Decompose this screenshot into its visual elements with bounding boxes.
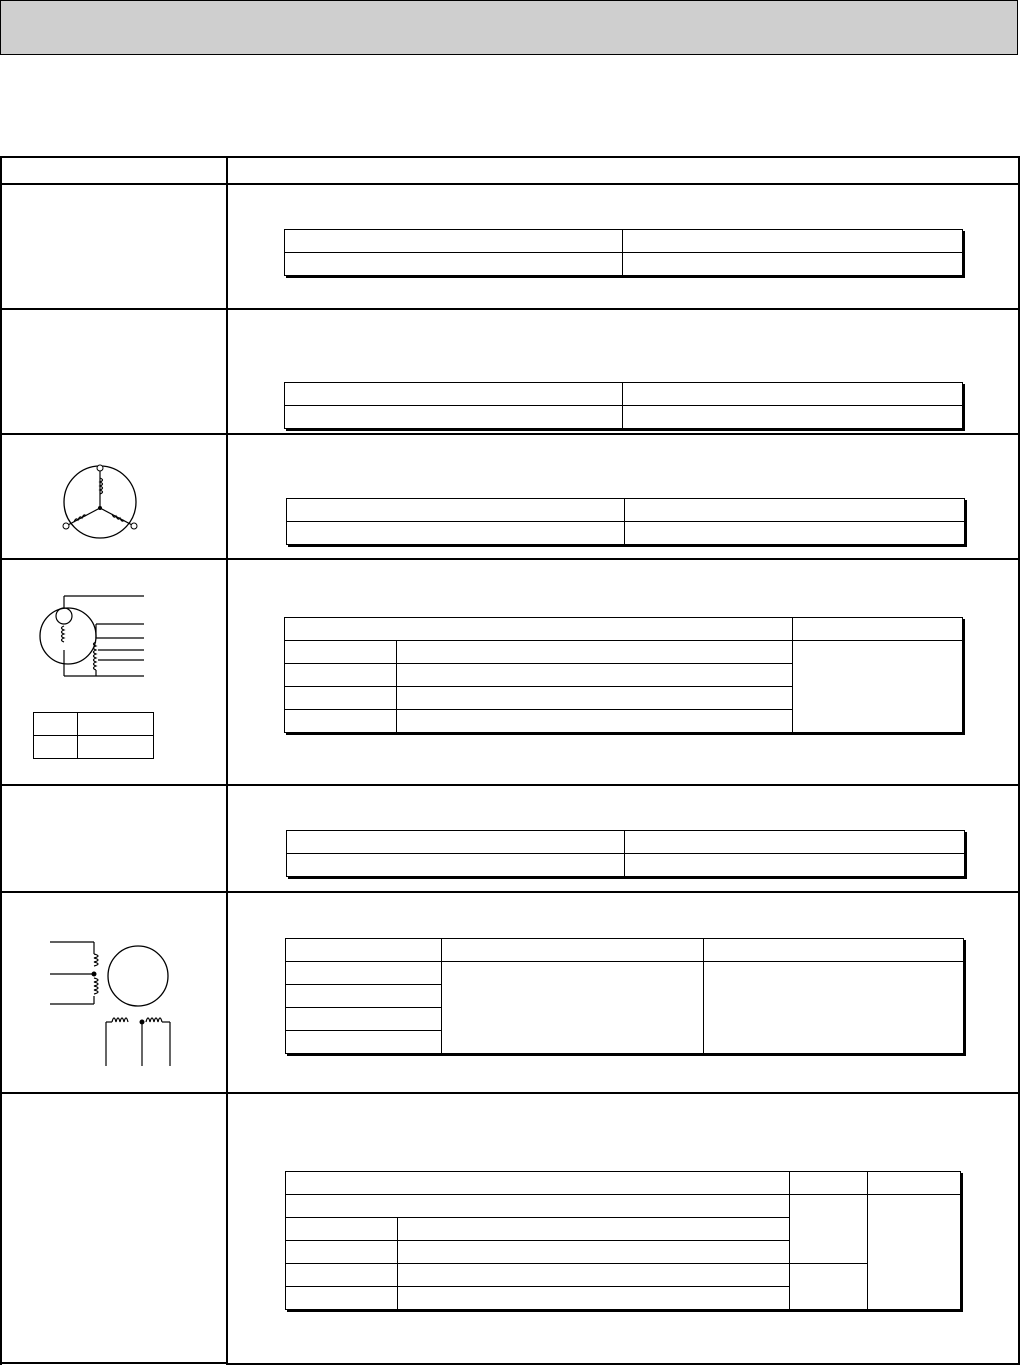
table-cell [286,962,442,985]
table-cell [34,713,78,736]
table-cell [287,499,625,522]
table-cell [285,383,623,406]
table-cell [625,522,965,545]
table-cell [285,687,397,710]
table-cell [442,962,704,1054]
table-cell [398,1241,790,1264]
table-cell [397,687,793,710]
table-cell [285,253,623,276]
table-cell [623,383,963,406]
table-cell [790,1172,868,1195]
row-6-resistance-table [285,938,964,1054]
table-cell [287,522,625,545]
table-cell [286,1264,398,1287]
table-cell [285,406,623,429]
table-cell [790,1195,868,1264]
table-cell [285,710,397,733]
table-cell [704,962,964,1054]
row-2-resistance-table [284,382,963,429]
table-cell [625,854,965,877]
three-phase-star-winding-icon [58,462,142,534]
table-cell [868,1172,961,1195]
table-cell [286,1287,398,1310]
table-cell [398,1264,790,1287]
table-cell [285,641,397,664]
stepper-motor-coil-icon [50,940,180,1070]
table-cell [286,1241,398,1264]
table-cell [442,939,704,962]
table-cell [704,939,964,962]
table-cell [397,641,793,664]
table-cell [78,736,154,759]
table-cell [286,1008,442,1031]
table-cell [793,618,963,641]
row-4-resistance-table [284,617,963,733]
table-cell [285,230,623,253]
table-cell [397,664,793,687]
table-cell [868,1195,961,1310]
table-cell [287,854,625,877]
table-cell [78,713,154,736]
table-cell [286,939,442,962]
table-cell [286,1218,398,1241]
table-cell [286,1195,790,1218]
table-cell [285,618,793,641]
column-divider [226,156,228,1365]
table-cell [623,253,963,276]
row-3-resistance-table [286,498,965,545]
table-cell [286,985,442,1008]
table-cell [34,736,78,759]
table-cell [625,499,965,522]
table-cell [285,664,397,687]
table-cell [623,230,963,253]
table-cell [286,1172,790,1195]
row-7-resistance-table [285,1171,961,1310]
page-header-bar [0,0,1018,55]
table-cell [625,831,965,854]
table-cell [397,710,793,733]
fan-motor-winding-icon [36,588,146,684]
table-cell [398,1287,790,1310]
fan-motor-lead-table [33,712,154,759]
table-cell [793,641,963,733]
row-5-resistance-table [286,830,965,877]
table-cell [623,406,963,429]
row-1-resistance-table [284,229,963,276]
table-cell [398,1218,790,1241]
table-cell [790,1264,868,1310]
table-cell [286,1031,442,1054]
table-cell [287,831,625,854]
